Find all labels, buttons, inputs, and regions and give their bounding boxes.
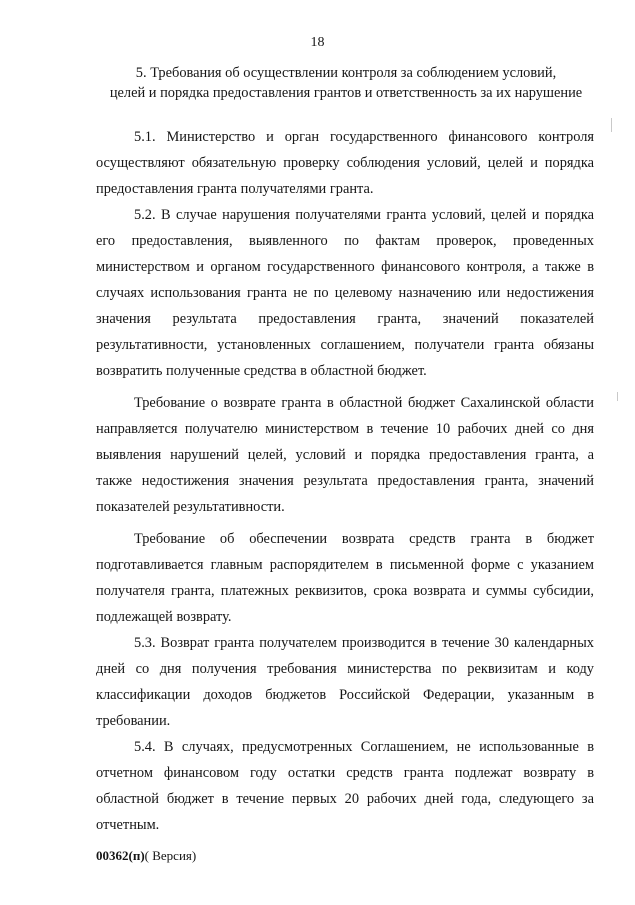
text-line: результативности, установленных соглашением, получатели гранта обязаны	[96, 337, 594, 353]
heading-line: 5. Требования об осуществлении контроля за соблюдением условий,	[135, 65, 557, 81]
text-line: случаях использования гранта не по целевому назначению или недостижения	[96, 285, 594, 301]
text-line: осуществляют обязательную проверку соблюдения условий, целей и порядка	[96, 155, 594, 171]
document-body	[96, 124, 594, 838]
section-heading	[96, 63, 596, 103]
text-line: подготавливается главным распорядителем в письменной форме с указанием	[96, 557, 594, 573]
text-line: выявления нарушений целей, условий и порядка предоставления гранта, а	[96, 447, 594, 463]
scan-artifact	[617, 392, 618, 401]
page-number: 18	[310, 35, 325, 50]
paragraph-return-demand	[96, 390, 594, 520]
document-version: ( Версия)	[144, 848, 197, 863]
scan-artifact	[611, 118, 612, 132]
text-line: 5.1. Министерство и орган государственного финансового контроля	[134, 129, 594, 145]
heading-line: целей и порядка предоставления грантов и ответственность за их нарушение	[109, 85, 583, 101]
paragraph-5-1	[96, 124, 594, 202]
text-line: 5.2. В случае нарушения получателями гранта условий, целей и порядка	[134, 207, 594, 223]
text-line: его предоставления, выявленного по фактам проверок, проведенных	[96, 233, 594, 249]
paragraph-5-2	[96, 202, 594, 384]
paragraph-5-4	[96, 734, 594, 838]
text-line: 5.3. Возврат гранта получателем производится в течение 30 календарных	[134, 635, 594, 651]
text-line: областной бюджет в течение первых 20 рабочих дней года, следующего за	[96, 791, 594, 807]
text-line: 5.4. В случаях, предусмотренных Соглашением, не использованные в	[134, 739, 594, 755]
text-line: требовании.	[96, 713, 171, 729]
text-line: предоставления гранта получателями гранта.	[96, 181, 374, 197]
text-line: получателя гранта, платежных реквизитов, срока возврата и суммы субсидии,	[96, 583, 594, 599]
text-line: классификации доходов бюджетов Российской Федерации, указанным в	[96, 687, 594, 703]
text-line: показателей результативности.	[96, 499, 285, 515]
text-line: также недостижения значения результата предоставления гранта, значений	[96, 473, 594, 489]
text-line: возвратить полученные средства в областной бюджет.	[96, 363, 427, 379]
text-line: отчетным.	[96, 817, 160, 833]
text-line: министерством и органом государственного финансового контроля, а также в	[96, 259, 594, 275]
text-line: Требование об обеспечении возврата средств гранта в бюджет	[134, 531, 594, 547]
text-line: подлежащей возврату.	[96, 609, 232, 625]
document-code: 00362(п)	[96, 848, 145, 863]
text-line: отчетном финансовом году остатки средств гранта подлежат возврату в	[96, 765, 594, 781]
paragraph-return-security	[96, 526, 594, 630]
paragraph-5-3	[96, 630, 594, 734]
text-line: направляется получателю министерством в течение 10 рабочих дней со дня	[96, 421, 594, 437]
text-line: дней со дня получения требования министерства по реквизитам и коду	[96, 661, 594, 677]
text-line: значения результата предоставления гранта, значений показателей	[96, 311, 594, 327]
text-line: Требование о возврате гранта в областной бюджет Сахалинской области	[134, 395, 594, 411]
document-footer	[96, 848, 196, 864]
